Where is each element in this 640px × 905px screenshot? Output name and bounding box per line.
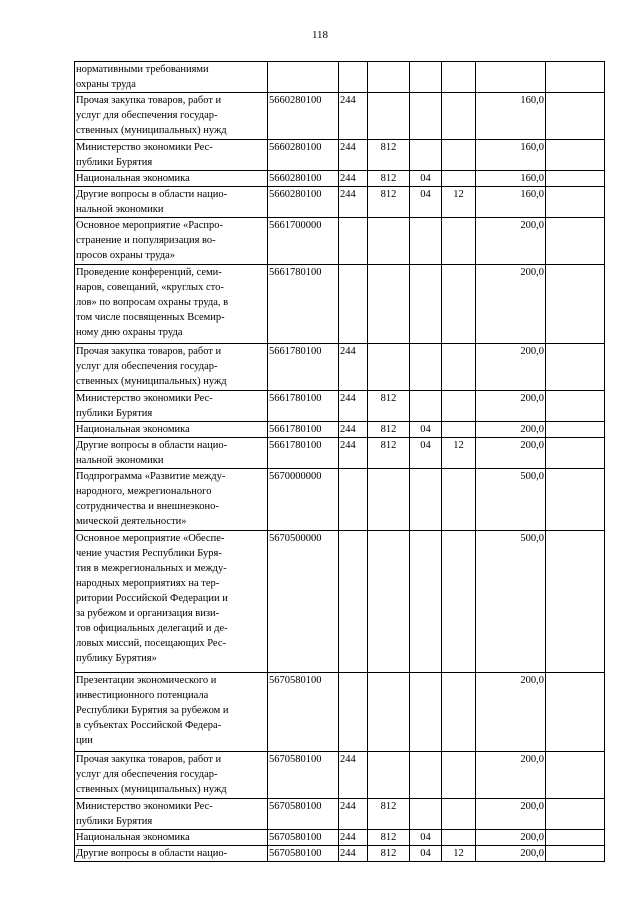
cell-target-code: 5661700000 <box>268 218 339 265</box>
cell-subsection: 12 <box>442 187 476 218</box>
cell-name: Основное мероприятие «Обеспе- чение участия Республики Буря- тия в межрегиональных и между- народных мероприятиях на тер- ритории Российской Федерации и за рубежом и организация визи- тов официальных делегаций и де- ловых миссий, посещающих Рес- публику Бурятия» <box>75 531 268 673</box>
cell-section: 04 <box>410 422 442 438</box>
cell-section <box>410 391 442 422</box>
cell-amount: 200,0 <box>476 799 546 830</box>
cell-empty <box>546 265 605 344</box>
cell-subsection <box>442 344 476 391</box>
cell-amount <box>476 62 546 93</box>
cell-section <box>410 140 442 171</box>
table-row <box>75 531 605 673</box>
cell-section <box>410 62 442 93</box>
cell-target-code: 5661780100 <box>268 344 339 391</box>
cell-department-code: 812 <box>368 140 410 171</box>
cell-empty <box>546 391 605 422</box>
cell-target-code: 5661780100 <box>268 391 339 422</box>
cell-subsection <box>442 93 476 140</box>
cell-name: Министерство экономики Рес- публики Бурятия <box>75 140 268 171</box>
cell-empty <box>546 62 605 93</box>
table-row <box>75 438 605 469</box>
cell-department-code <box>368 531 410 673</box>
cell-section: 04 <box>410 187 442 218</box>
cell-amount: 200,0 <box>476 752 546 799</box>
cell-amount: 200,0 <box>476 438 546 469</box>
cell-section <box>410 752 442 799</box>
cell-empty <box>546 344 605 391</box>
cell-amount: 160,0 <box>476 187 546 218</box>
cell-subsection: 12 <box>442 846 476 862</box>
cell-expense-type: 244 <box>339 391 368 422</box>
cell-subsection <box>442 265 476 344</box>
cell-expense-type <box>339 531 368 673</box>
cell-amount: 160,0 <box>476 93 546 140</box>
cell-department-code <box>368 344 410 391</box>
cell-section <box>410 265 442 344</box>
page-number: 118 <box>311 29 329 41</box>
cell-department-code <box>368 62 410 93</box>
cell-expense-type: 244 <box>339 140 368 171</box>
cell-empty <box>546 93 605 140</box>
cell-name: Национальная экономика <box>75 422 268 438</box>
cell-subsection <box>442 171 476 187</box>
cell-name: Министерство экономики Рес- публики Бурятия <box>75 799 268 830</box>
table-row <box>75 265 605 344</box>
cell-amount: 200,0 <box>476 422 546 438</box>
cell-target-code: 5670500000 <box>268 531 339 673</box>
cell-section <box>410 531 442 673</box>
cell-subsection <box>442 752 476 799</box>
cell-section: 04 <box>410 438 442 469</box>
cell-name: нормативными требованиями охраны труда <box>75 62 268 93</box>
cell-expense-type: 244 <box>339 799 368 830</box>
table-row <box>75 62 605 93</box>
cell-name: Основное мероприятие «Распро- странение и популяризация во- просов охраны труда» <box>75 218 268 265</box>
cell-empty <box>546 438 605 469</box>
cell-subsection <box>442 830 476 846</box>
cell-department-code <box>368 265 410 344</box>
cell-department-code: 812 <box>368 846 410 862</box>
cell-expense-type: 244 <box>339 171 368 187</box>
table-row <box>75 391 605 422</box>
cell-name: Другие вопросы в области нацио- нальной экономики <box>75 438 268 469</box>
cell-empty <box>546 469 605 531</box>
cell-target-code: 5670580100 <box>268 673 339 752</box>
table-row <box>75 422 605 438</box>
cell-name: Прочая закупка товаров, работ и услуг для обеспечения государ- ственных (муниципальных) нужд <box>75 344 268 391</box>
cell-amount: 500,0 <box>476 531 546 673</box>
cell-subsection <box>442 62 476 93</box>
table-row <box>75 469 605 531</box>
table-row <box>75 140 605 171</box>
cell-section <box>410 673 442 752</box>
table-body <box>75 62 605 862</box>
cell-subsection: 12 <box>442 438 476 469</box>
cell-expense-type: 244 <box>339 752 368 799</box>
cell-expense-type: 244 <box>339 422 368 438</box>
cell-target-code: 5670580100 <box>268 799 339 830</box>
cell-section <box>410 93 442 140</box>
cell-expense-type: 244 <box>339 830 368 846</box>
cell-amount: 200,0 <box>476 344 546 391</box>
cell-amount: 160,0 <box>476 140 546 171</box>
cell-department-code: 812 <box>368 422 410 438</box>
cell-amount: 200,0 <box>476 265 546 344</box>
cell-target-code: 5660280100 <box>268 93 339 140</box>
cell-department-code <box>368 93 410 140</box>
cell-empty <box>546 830 605 846</box>
cell-amount: 200,0 <box>476 846 546 862</box>
cell-target-code: 5661780100 <box>268 422 339 438</box>
cell-target-code: 5660280100 <box>268 171 339 187</box>
cell-department-code: 812 <box>368 391 410 422</box>
cell-target-code <box>268 62 339 93</box>
cell-empty <box>546 171 605 187</box>
table-row <box>75 673 605 752</box>
cell-expense-type: 244 <box>339 344 368 391</box>
cell-subsection <box>442 140 476 171</box>
cell-expense-type: 244 <box>339 187 368 218</box>
cell-section <box>410 344 442 391</box>
cell-empty <box>546 846 605 862</box>
cell-empty <box>546 531 605 673</box>
cell-subsection <box>442 799 476 830</box>
cell-department-code: 812 <box>368 830 410 846</box>
cell-subsection <box>442 422 476 438</box>
cell-subsection <box>442 391 476 422</box>
cell-department-code <box>368 218 410 265</box>
table-row <box>75 218 605 265</box>
cell-target-code: 5660280100 <box>268 140 339 171</box>
cell-expense-type <box>339 469 368 531</box>
cell-target-code: 5670000000 <box>268 469 339 531</box>
table-row <box>75 187 605 218</box>
cell-target-code: 5660280100 <box>268 187 339 218</box>
cell-expense-type: 244 <box>339 846 368 862</box>
cell-expense-type <box>339 265 368 344</box>
cell-empty <box>546 422 605 438</box>
cell-department-code <box>368 673 410 752</box>
cell-name: Министерство экономики Рес- публики Бурятия <box>75 391 268 422</box>
cell-target-code: 5670580100 <box>268 752 339 799</box>
cell-name: Другие вопросы в области нацио- <box>75 846 268 862</box>
cell-section: 04 <box>410 171 442 187</box>
cell-name: Национальная экономика <box>75 171 268 187</box>
cell-amount: 200,0 <box>476 218 546 265</box>
table-row <box>75 93 605 140</box>
cell-department-code: 812 <box>368 171 410 187</box>
cell-department-code <box>368 469 410 531</box>
cell-target-code: 5661780100 <box>268 265 339 344</box>
cell-target-code: 5670580100 <box>268 830 339 846</box>
cell-department-code: 812 <box>368 799 410 830</box>
cell-target-code: 5661780100 <box>268 438 339 469</box>
cell-empty <box>546 140 605 171</box>
cell-expense-type <box>339 218 368 265</box>
cell-empty <box>546 218 605 265</box>
cell-empty <box>546 752 605 799</box>
cell-name: Прочая закупка товаров, работ и услуг для обеспечения государ- ственных (муниципальных) нужд <box>75 93 268 140</box>
cell-subsection <box>442 469 476 531</box>
table-row <box>75 752 605 799</box>
cell-section <box>410 799 442 830</box>
cell-section: 04 <box>410 846 442 862</box>
cell-empty <box>546 187 605 218</box>
cell-target-code: 5670580100 <box>268 846 339 862</box>
table-row <box>75 830 605 846</box>
cell-amount: 160,0 <box>476 171 546 187</box>
cell-name: Другие вопросы в области нацио- нальной экономики <box>75 187 268 218</box>
cell-section: 04 <box>410 830 442 846</box>
cell-name: Прочая закупка товаров, работ и услуг для обеспечения государ- ственных (муниципальных) нужд <box>75 752 268 799</box>
cell-expense-type: 244 <box>339 93 368 140</box>
cell-subsection <box>442 531 476 673</box>
cell-section <box>410 469 442 531</box>
cell-expense-type <box>339 673 368 752</box>
cell-name: Проведение конференций, семи- наров, совещаний, «круглых сто- лов» по вопросам охраны труда, в том числе посвященных Всемир- ному дню охраны труда <box>75 265 268 344</box>
table-row <box>75 171 605 187</box>
cell-name: Национальная экономика <box>75 830 268 846</box>
cell-empty <box>546 673 605 752</box>
cell-section <box>410 218 442 265</box>
cell-amount: 500,0 <box>476 469 546 531</box>
cell-department-code: 812 <box>368 187 410 218</box>
cell-expense-type <box>339 62 368 93</box>
cell-name: Презентации экономического и инвестиционного потенциала Республики Бурятия за рубежом и в субъектах Российской Федера- ции <box>75 673 268 752</box>
table-row <box>75 846 605 862</box>
cell-subsection <box>442 673 476 752</box>
cell-expense-type: 244 <box>339 438 368 469</box>
table-row <box>75 799 605 830</box>
cell-name: Подпрограмма «Развитие между- народного, межрегионального сотрудничества и внешнеэконо- мической деятельности» <box>75 469 268 531</box>
budget-table <box>74 61 605 862</box>
cell-empty <box>546 799 605 830</box>
cell-amount: 200,0 <box>476 673 546 752</box>
cell-department-code: 812 <box>368 438 410 469</box>
cell-subsection <box>442 218 476 265</box>
table-row <box>75 344 605 391</box>
cell-department-code <box>368 752 410 799</box>
cell-amount: 200,0 <box>476 391 546 422</box>
cell-amount: 200,0 <box>476 830 546 846</box>
